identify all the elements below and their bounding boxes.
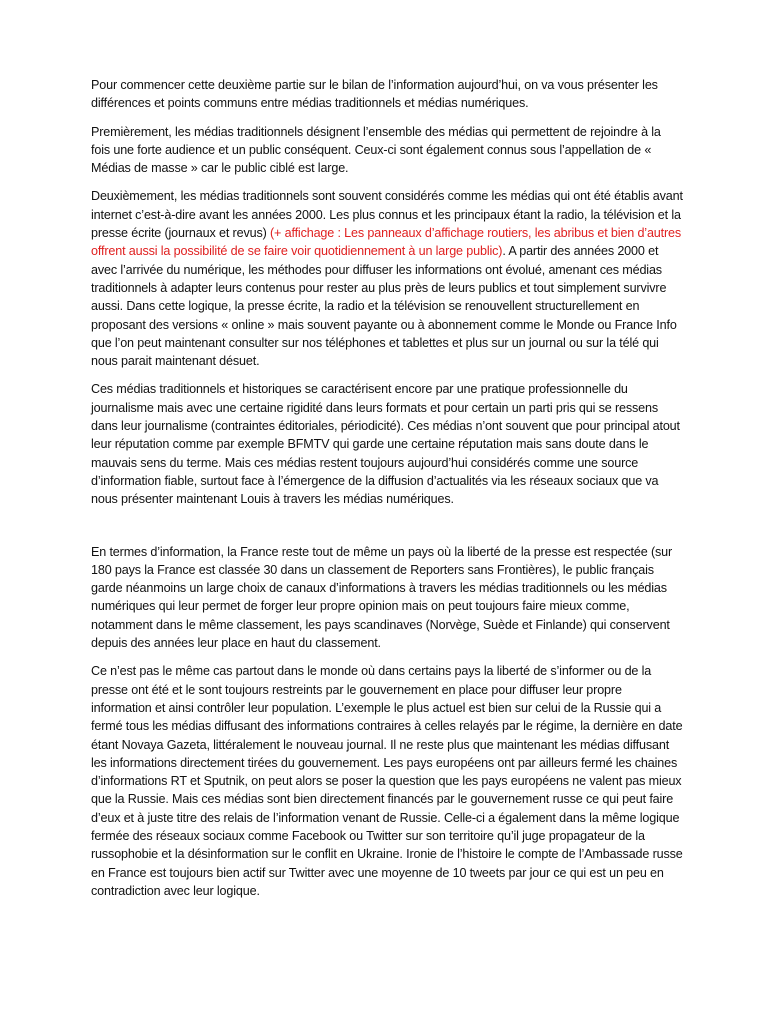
- paragraph-intro: Pour commencer cette deuxième partie sur le bilan de l’information aujourd’hui, on va vous présenter les différences et points communs entre médias traditionnels et médias numériques.: [91, 78, 658, 111]
- paragraph-deuxiemement: [91, 187, 683, 370]
- paragraph-premierement: Premièrement, les médias traditionnels désignent l’ensemble des médias qui permettent de rejoindre à la fois une forte audience et un public conséquent. Ceux-ci sont également connus sous l’appellation de « Médias de masse » car le public ciblé est large.: [91, 124, 661, 176]
- paragraph-deuxiemement-text-b: . A partir des années 2000 et avec l’arrivée du numérique, les méthodes pour diffuser les informations ont évolué, amenant ces médias traditionnels à adapter leurs contenus pour rester au plus près de leurs publics et tout simplement survivre aussi. Dans cette logique, la presse écrite, la radio et la télévision se renouvellent structurellement en proposant des versions « online » mais souvent payante ou à abonnement comme le Monde ou France Info que l’on peut maintenant consulter sur nos téléphones et tablettes et plus sur un journal ou sur la télé qui nous parait maintenant désuet.: [91, 244, 677, 369]
- paragraph-deuxiemement-text-a: Deuxièmement, les médias traditionnels sont souvent considérés comme les médias qui ont été établis avant internet c’est-à-dire avant les années 2000. Les plus connus et les principaux étant la radio, la télévision et la presse écrite (journaux et revus): [91, 189, 683, 241]
- paragraph-caracteristiques: Ces médias traditionnels et historiques se caractérisent encore par une pratique professionnelle du journalisme mais avec une certaine rigidité dans leurs formats et pour certain un parti pris qui se ressens dans leur journalisme (contraintes éditoriales, périodicité). Ces médias n’ont souvent que pour principal atout leur réputation comme par exemple BFMTV qui garde une certaine réputation mais sans doute dans le mauvais sens du terme. Mais ces médias restent toujours aujourd’hui considérés comme une source d’information fiable, surtout face à l’émergence de la diffusion d’actualités via les réseaux sociaux que va nous présenter maintenant Louis à travers les médias numériques.: [91, 382, 680, 507]
- highlighted-note: (+ affichage : Les panneaux d’affichage routiers, les abribus et bien d’autres offrent aussi la possibilité de se faire voir quotidiennement à un large public): [91, 226, 682, 259]
- paragraph-france: En termes d’information, la France reste tout de même un pays où la liberté de la presse est respectée (sur 180 pays la France est classée 30 dans un classement de Reporters sans Frontières), le public français garde néanmoins un large choix de canaux d’informations à travers les médias traditionnels ou les médias numériques qui leur permet de forger leur propre opinion mais on peut toujours faire mieux comme, notamment dans le même classement, les pays scandinaves (Norvège, Suède et Finlande) qui conservent depuis des années leur place en haut du classement.: [91, 544, 673, 651]
- paragraph-russie: Ce n’est pas le même cas partout dans le monde où dans certains pays la liberté de s’informer ou de la presse ont été et le sont toujours restreints par le gouvernement en place pour diffuser leur propre information et ainsi contrôler leur population. L’exemple le plus actuel est bien sur celui de la Russie qui a fermé tous les médias diffusant des informations contraires à celles relayés par le régime, la dernière en date étant Novaya Gazeta, littéralement le nouveau journal. Il ne reste plus que maintenant les médias diffusant les informations directement tirées du gouvernement. Les pays européens ont par ailleurs fermé les chaines d’informations RT et Sputnik, on peut alors se poser la question que les pays européens ne valent pas mieux que la Russie. Mais ces médias sont bien directement financés par le gouvernement russe ce qui peut faire d’eux et à juste titre des relais de l’information venant de Russie. Celle-ci a également dans la même logique fermée des réseaux sociaux comme Facebook ou Twitter sur son territoire qu’il juge propagateur de la russophobie et la désinformation sur le conflit en Ukraine. Ironie de l’histoire le compte de l’Ambassade russe en France est toujours bien actif sur Twitter avec une moyenne de 10 tweets par jour ce qui est un peu en contradiction avec leur logique.: [91, 664, 683, 898]
- document-page: [91, 76, 683, 910]
